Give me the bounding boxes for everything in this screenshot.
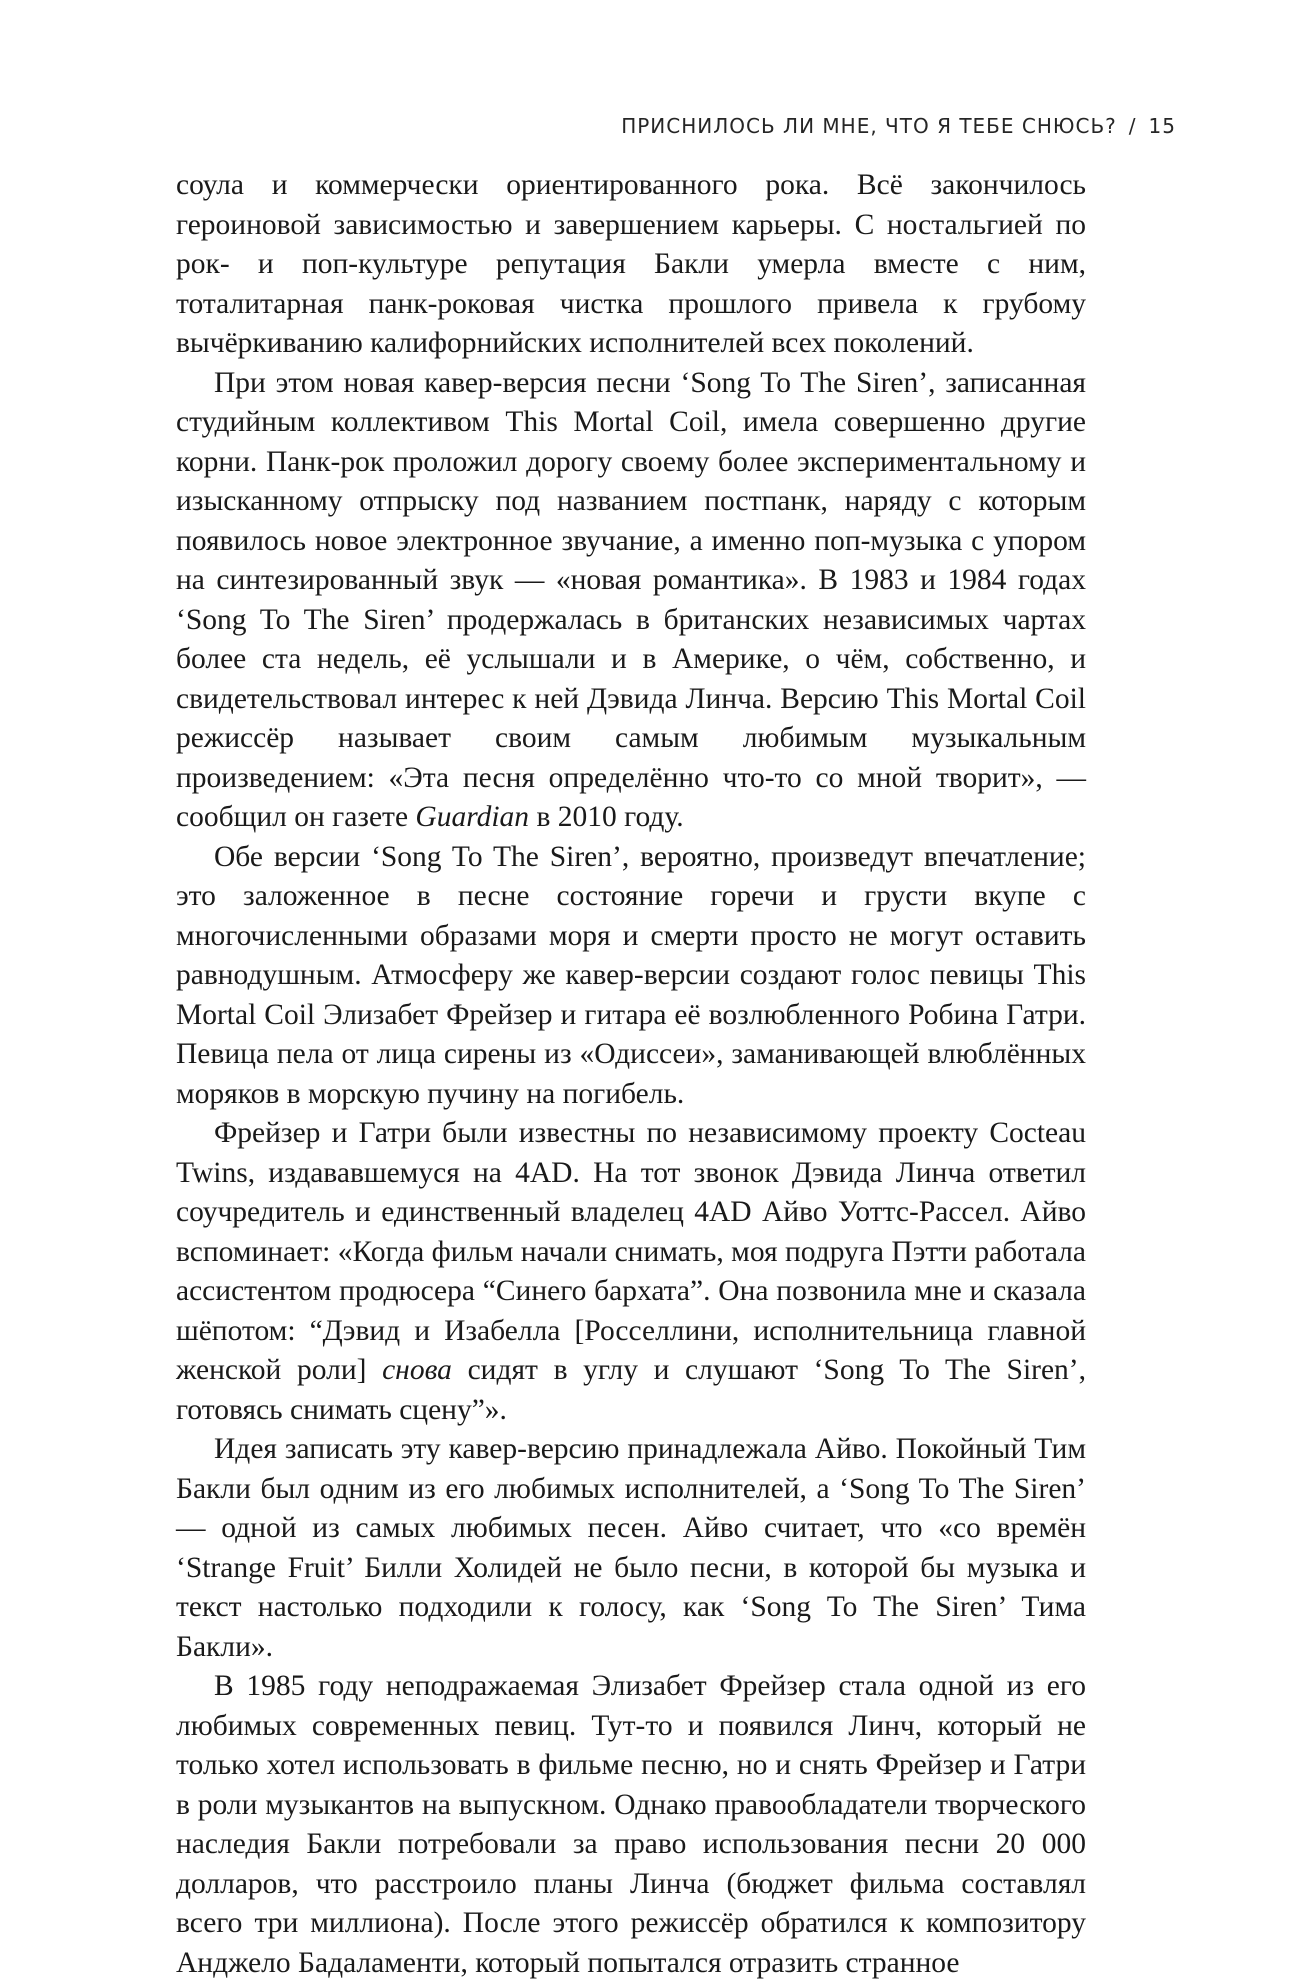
paragraph-2 bbox=[176, 364, 1086, 838]
running-title: ПРИСНИЛОСЬ ЛИ МНЕ, ЧТО Я ТЕБЕ СНЮСЬ? bbox=[621, 114, 1117, 138]
paragraph-4-text: Фрейзер и Гатри были известны по независимому проекту Cocteau Twins, издававшемуся на 4AD. На тот звонок Дэвида Линча ответил соучредитель и единственный владелец 4AD Айво Уоттс-Рассел. Айво вспоминает: «Когда фильм начали снимать, моя подруга Пэтти работала ассистентом продюсера “Синего бархата”. Она позвонила мне и сказала шёпотом: “Дэвид и Изабелла [Росселлини, исполнительница главной женской роли] bbox=[176, 1117, 1086, 1386]
paragraph-3-text: Обе версии ‘Song To The Siren’, вероятно, произведут впечатление; это заложенное в песне состояние горечи и грусти вкупе с многочисленными образами моря и смерти просто не могут оставить равнодушным. Атмосферу же кавер-версии создают голос певицы This Mortal Coil Элизабет Фрейзер и гитара её возлюбленного Робина Гатри. Певица пела от лица сирены из «Одиссеи», заманивающей влюблённых моряков в морскую пучину на погибель. bbox=[176, 840, 1086, 1110]
paragraph-6 bbox=[176, 1667, 1086, 1983]
paragraph-4-italic: снова bbox=[382, 1354, 452, 1386]
body-text bbox=[176, 166, 1086, 1983]
running-header bbox=[176, 114, 1176, 138]
paragraph-4-tail: сидят в углу и слушают ‘Song To The Siren’, готовясь снимать сцену”». bbox=[176, 1354, 1087, 1426]
paragraph-6-text: В 1985 году неподражаемая Элизабет Фрейзер стала одной из его любимых современных певиц. Тут-то и появился Линч, который не только хотел использовать в фильме песню, но и снять Фрейзер и Гатри в роли музыкантов на выпускном. Однако правообладатели творческого наследия Бакли потребовали за право использования песни 20 000 долларов, что расстроило планы Линча (бюджет фильма составлял всего три миллиона). После этого режиссёр обратился к композитору Анджело Бадаламенти, который попытался отразить странное bbox=[176, 1670, 1086, 1979]
paragraph-2-italic: Guardian bbox=[415, 801, 530, 833]
header-separator: / bbox=[1128, 114, 1137, 138]
paragraph-5 bbox=[176, 1430, 1086, 1667]
paragraph-3 bbox=[176, 838, 1086, 1115]
paragraph-1 bbox=[176, 166, 1086, 364]
page-number: 15 bbox=[1148, 114, 1176, 138]
paragraph-2-text: При этом новая кавер-версия песни ‘Song To The Siren’, записанная студийным коллективом This Mortal Coil, имела совершенно другие корни. Панк-рок проложил дорогу своему более экспериментальному и изысканному отпрыску под названием постпанк, наряду с которым появилось новое электронное звучание, а именно поп-музыка с упором на синтезированный звук — «новая романтика». В 1983 и 1984 годах ‘Song To The Siren’ продержалась в британских независимых чартах более ста недель, её услышали и в Америке, о чём, собственно, и свидетельствовал интерес к ней Дэвида Линча. Версию This Mortal Coil режиссёр называет своим самым любимым музыкальным произведением: «Эта песня определённо что-то со мной творит», — сообщил он газете bbox=[176, 366, 1086, 833]
paragraph-1-text: соула и коммерчески ориентированного рока. Всё закончилось героиновой зависимостью и завершением карьеры. С ностальгией по рок- и поп-культуре репутация Бакли умерла вместе с ним, тоталитарная панк-роковая чистка прошлого привела к грубому вычёркиванию калифорнийских исполнителей всех поколений. bbox=[176, 169, 1086, 359]
paragraph-2-tail: в 2010 году. bbox=[529, 801, 684, 833]
paragraph-5-text: Идея записать эту кавер-версию принадлежала Айво. Покойный Тим Бакли был одним из его любимых исполнителей, а ‘Song To The Siren’ — одной из самых любимых песен. Айво считает, что «со времён ‘Strange Fruit’ Билли Холидей не было песни, в которой бы музыка и текст настолько подходили к голосу, как ‘Song To The Siren’ Тима Бакли». bbox=[176, 1433, 1086, 1663]
paragraph-4 bbox=[176, 1114, 1086, 1430]
